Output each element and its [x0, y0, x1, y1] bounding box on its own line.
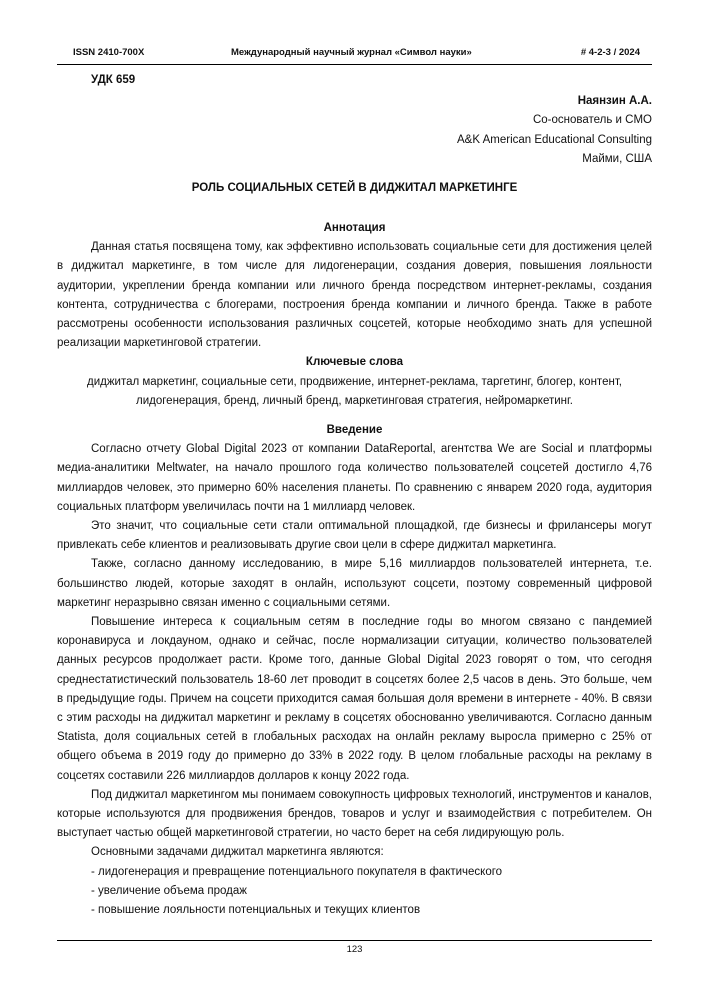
keywords-text: диджитал маркетинг, социальные сети, продвижение, интернет-реклама, таргетинг, блогер, контент, лидогенерация, бренд, личный бренд, маркетинговая стратегия, нейромаркетинг. [86, 375, 623, 407]
abstract-section [57, 219, 652, 411]
list-item: - увеличение объема продаж [91, 884, 247, 897]
list-item: - повышение лояльности потенциальных и текущих клиентов [91, 904, 421, 917]
intro-section [57, 421, 652, 920]
author-location: Майми, США [582, 153, 652, 166]
intro-paragraph: Согласно отчету Global Digital 2023 от компании DataReportal, агентства We are Social и платформы медиа-аналитики Meltwater, на начало прошлого года количество пользователей соцсетей достигло 4,76 миллиардов человек, это примерно 60% населения планеты. По сравнению с январем 2020 года, аудитория социальных платформ увеличилась почти на 1 миллиард человек. [57, 443, 652, 513]
intro-paragraph: Это значит, что социальные сети стали оптимальной площадкой, где бизнесы и фрилансеры могут привлекать себе клиентов и реализовывать другие свои цели в сфере диджитал маркетинга. [57, 520, 652, 552]
author-organization: A&K American Educational Consulting [457, 133, 652, 146]
udc-code: УДК 659 [91, 74, 136, 86]
list-item: - лидогенерация и превращение потенциального покупателя в фактического [91, 865, 503, 878]
header-rule [57, 64, 652, 65]
intro-heading: Введение [326, 424, 383, 436]
intro-paragraph: Под диджитал маркетингом мы понимаем совокупность цифровых технологий, инструментов и каналов, которые используются для продвижения брендов, товаров и услуг и взаимодействия с потребителем. Он выступает частью общей маркетинговой стратегии, но часто берет на себя лидирующую роль. [57, 788, 652, 840]
running-header [57, 47, 652, 61]
keywords-heading: Ключевые слова [305, 356, 404, 369]
page-number: 123 [346, 944, 363, 955]
intro-paragraph: Повышение интереса к социальным сетям в последние годы во многом связано с пандемией коронавируса и локдауном, однако и сейчас, после нормализации ситуации, количество пользователей данных ресурсов продолжает расти. Кроме того, данные Global Digital 2023 говорят о том, что сегодня среднестатистический пользователь 18-60 лет проводит в соцсетях более 2,5 часов в день. Это больше, чем в предыдущие годы. Причем на соцсети приходится самая большая доля времени в интернете - 40%. В связи с этим расходы на диджитал маркетинг и рекламу в соцсетях обоснованно увеличиваются. Согласно данным Statista, доля социальных сетей в глобальных расходах на онлайн рекламу выросла примерно с 25% от общего объема в 2019 году до примерно до 33% в 2022 году. В целом глобальные расходы на рекламу в соцсетях составили 226 миллиардов долларов к концу 2022 года. [57, 616, 652, 782]
issn-label: ISSN 2410-700X [73, 47, 145, 58]
author-name: Наянзин А.А. [577, 95, 652, 107]
author-block [457, 92, 652, 170]
footer-rule [57, 940, 652, 941]
intro-paragraph: Также, согласно данному исследованию, в мире 5,16 миллиардов пользователей интернета, т.е. большинство людей, которые заходят в онлайн, используют соцсети, поэтому современный цифровой маркетинг неразрывно связан именно с социальными сетями. [57, 558, 652, 609]
abstract-heading: Аннотация [323, 222, 386, 234]
journal-name: Международный научный журнал «Символ науки» [231, 47, 472, 58]
abstract-text: Данная статья посвящена тому, как эффективно использовать социальные сети для достижения целей в диджитал маркетинге, в том числе для лидогенерации, создания доверия, повышения лояльности аудитории, укреплении бренда компании или личного бренда посредством интернет-рекламы, создания контента, сотрудничества с блогерами, построения бренда компании и личного бренда. Также в работе рассмотрены особенности использования различных соцсетей, которые необходимо знать для успешной реализации маркетинговой стратегии. [57, 241, 652, 350]
intro-paragraph: Основными задачами диджитал маркетинга являются: [91, 846, 384, 859]
article-title: РОЛЬ СОЦИАЛЬНЫХ СЕТЕЙ В ДИДЖИТАЛ МАРКЕТИНГЕ [191, 182, 518, 194]
issue-number: # 4-2-3 / 2024 [580, 47, 640, 58]
author-position: Со-основатель и CMO [532, 114, 652, 127]
